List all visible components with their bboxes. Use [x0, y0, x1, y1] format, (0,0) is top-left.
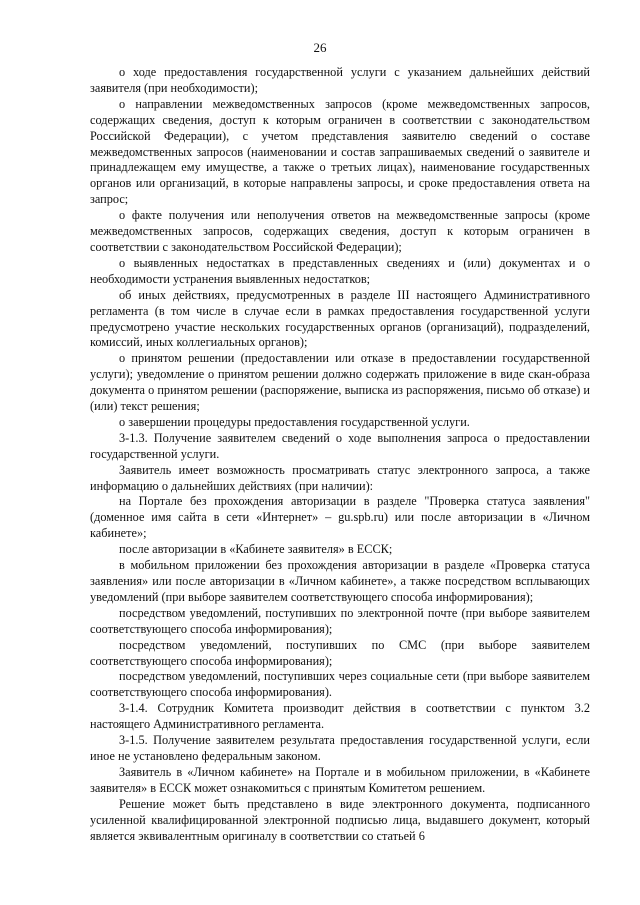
paragraph: на Портале без прохождения авторизации в разделе "Проверка статуса заявления" (доменное имя сайта в сети «Интернет» – gu.spb.ru) или после авторизации в «Личном кабинете»; — [90, 494, 590, 541]
paragraph: посредством уведомлений, поступивших по СМС (при выборе заявителем соответствующего способа информирования); — [90, 637, 590, 668]
paragraph: 3-1.5. Получение заявителем результата предоставления государственной услуги, если иное не установлено федеральным законом. — [90, 733, 590, 763]
paragraph: об иных действиях, предусмотренных в разделе III настоящего Административного регламента (в том числе в случае если в рамках предоставления государственной услуги предусмотрено участие нескольких государственных органов (организаций), подразделений, комиссий, иных коллегиальных органов); — [90, 287, 590, 350]
paragraph: 3-1.3. Получение заявителем сведений о ходе выполнения запроса о предоставлении государственной услуги. — [90, 430, 590, 461]
paragraph: после авторизации в «Кабинете заявителя» в ЕССК; — [119, 542, 393, 557]
paragraph: Решение может быть представлено в виде электронного документа, подписанного усиленной квалифицированной электронной подписью лица, выдавшего документ, который является эквивалентным оригиналу в соответствии со статьей 6 — [90, 796, 590, 843]
paragraph: о выявленных недостатках в представленных сведениях и (или) документах и о необходимости устранения выявленных недостатков; — [90, 255, 590, 286]
paragraph: Заявитель имеет возможность просматривать статус электронного запроса, а также информацию о дальнейших действиях (при наличии): — [90, 462, 590, 493]
paragraph: посредством уведомлений, поступивших по электронной почте (при выборе заявителем соответствующего способа информирования); — [90, 605, 590, 636]
paragraph: 3-1.4. Сотрудник Комитета производит действия в соответствии с пунктом 3.2 настоящего Административного регламента. — [90, 701, 590, 732]
paragraph: о ходе предоставления государственной услуги с указанием дальнейших действий заявителя (при необходимости); — [90, 65, 590, 95]
paragraph: посредством уведомлений, поступивших через социальные сети (при выборе заявителем соответствующего способа информирования). — [90, 669, 590, 700]
paragraph: Заявитель в «Личном кабинете» на Портале и в мобильном приложении, в «Кабинете заявителя» в ЕССК может ознакомиться с принятым Комитетом решением. — [90, 764, 590, 795]
paragraph: о направлении межведомственных запросов (кроме межведомственных запросов, содержащих сведения, доступ к которым ограничен в соответствии с законодательством Российской Федерации), с учетом представления заявителю сведений о составе межведомственных запросов (наименовании и состав запрашиваемых сведений о заявителе и принадлежащем ему имуществе, а также о третьих лицах), наименование государственных органов или организаций, в которые направлены запросы, и сроке предоставления ответа на запрос; — [90, 96, 590, 207]
document-body — [90, 65, 590, 844]
paragraph: о завершении процедуры предоставления государственной услуги. — [119, 414, 470, 429]
paragraph: о факте получения или неполучения ответов на межведомственные запросы (кроме межведомственных запросов, содержащих сведения, доступ к которым ограничен в соответствии с законодательством Российской Федерации); — [90, 208, 590, 254]
paragraph: в мобильном приложении без прохождения авторизации в разделе «Проверка статуса заявления» или после авторизации в «Личном кабинете», а также посредством всплывающих уведомлений (при выборе заявителем соответствующего способа информирования); — [90, 558, 590, 604]
paragraph: о принятом решении (предоставлении или отказе в предоставлении государственной услуги); уведомление о принятом решении должно содержать приложение в виде скан-образа документа о принятом решении (распоряжение, выписка из распоряжения, письмо об отказе) и (или) текст решения; — [90, 351, 590, 414]
page-number: 26 — [313, 40, 327, 55]
